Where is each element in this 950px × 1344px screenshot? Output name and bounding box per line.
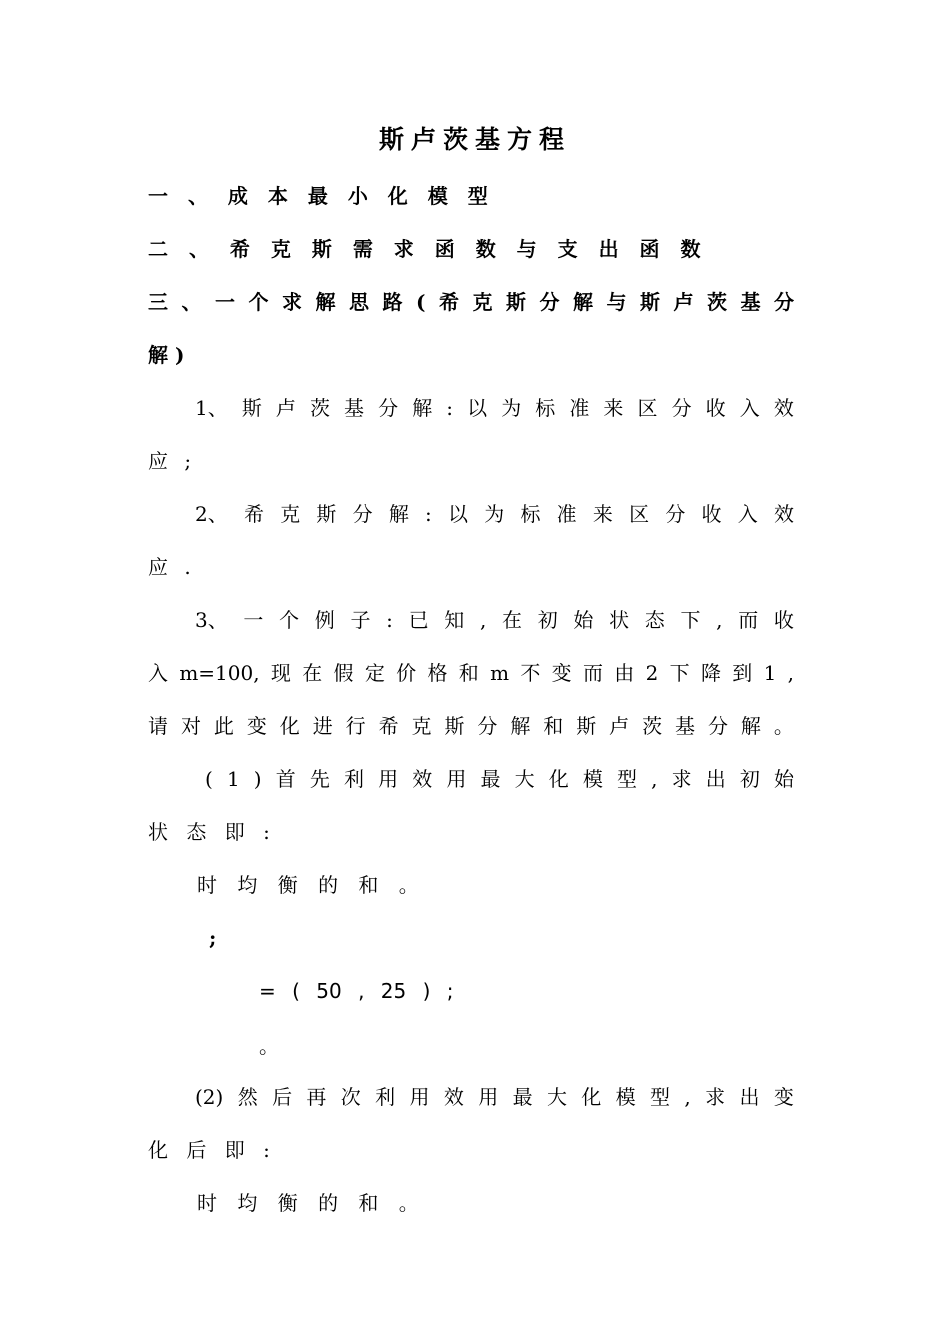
- line-token: 出: [705, 767, 726, 791]
- line-token: 基: [675, 714, 695, 738]
- line-token: 请: [148, 714, 168, 738]
- line-token: 例: [314, 608, 335, 632]
- line-token: 2: [645, 661, 659, 685]
- line-token: 化: [581, 1085, 602, 1109]
- line-token: 已: [408, 608, 429, 632]
- line-token: 和: [543, 714, 564, 738]
- line-token: m: [490, 661, 510, 685]
- line-token: 卢: [609, 714, 630, 738]
- line-token: 希: [438, 290, 459, 314]
- line-token: 斯: [241, 396, 262, 420]
- line-token: 与: [606, 290, 627, 314]
- paragraph-line: [195, 1087, 794, 1107]
- line-token: 3、: [195, 608, 228, 632]
- line-token: 行: [345, 714, 366, 738]
- line-token: 求: [671, 767, 692, 791]
- line-token: 分: [773, 290, 794, 314]
- line-token: 利: [375, 1085, 396, 1109]
- line-token: 求: [705, 1085, 726, 1109]
- line-token: 利: [343, 767, 364, 791]
- line-token: 模: [582, 767, 603, 791]
- line-token: 克: [472, 290, 493, 314]
- line-token: 、: [181, 290, 202, 314]
- line-token: 不: [520, 661, 541, 685]
- line-token: 一: [243, 608, 264, 632]
- line-token: 然: [237, 1085, 258, 1109]
- line-token: 效: [412, 767, 433, 791]
- paragraph-line: [195, 610, 794, 630]
- paragraph-line: 。: [259, 1034, 279, 1058]
- line-token: 准: [569, 396, 590, 420]
- line-token: 对: [180, 714, 201, 738]
- line-token: 降: [700, 661, 721, 685]
- line-token: 1: [763, 661, 777, 685]
- line-token: 区: [629, 502, 650, 526]
- line-token: 入: [737, 502, 758, 526]
- line-token: 出: [739, 1085, 760, 1109]
- line-token: 此: [213, 714, 234, 738]
- heading-3: [148, 292, 794, 312]
- paragraph-line: [195, 504, 794, 524]
- line-token: 1: [226, 767, 240, 791]
- line-token: 分: [477, 714, 498, 738]
- line-token: 始: [773, 767, 794, 791]
- line-token: (: [416, 290, 426, 314]
- line-token: ,: [479, 608, 487, 632]
- line-token: 用: [446, 767, 467, 791]
- line-token: 分: [539, 290, 560, 314]
- line-token: :: [446, 396, 454, 420]
- line-token: 求: [282, 290, 302, 314]
- line-token: 效: [773, 396, 794, 420]
- line-token: 大: [514, 767, 535, 791]
- line-token: 茨: [642, 714, 663, 738]
- line-token: 现: [270, 661, 291, 685]
- heading-1: 一 、 成 本 最 小 化 模 型: [148, 184, 488, 208]
- line-token: 以: [448, 502, 469, 526]
- line-token: 型: [650, 1085, 671, 1109]
- line-token: 型: [616, 767, 637, 791]
- line-token: 分: [378, 396, 399, 420]
- line-token: 用: [409, 1085, 430, 1109]
- line-token: 状: [609, 608, 630, 632]
- line-token: 个: [279, 608, 300, 632]
- paragraph-line: 应 .: [148, 555, 191, 579]
- line-token: 模: [615, 1085, 636, 1109]
- line-token: 分: [671, 396, 692, 420]
- line-token: 而: [738, 608, 759, 632]
- line-token: 为: [501, 396, 522, 420]
- line-token: 变: [773, 1085, 794, 1109]
- paragraph-line: 时 均 衡 的 和 。: [197, 1191, 419, 1215]
- line-token: 分: [352, 502, 373, 526]
- line-token: 格: [427, 661, 448, 685]
- paragraph-line: 状 态 即 :: [148, 820, 270, 844]
- line-token: 效: [443, 1085, 464, 1109]
- line-token: 定: [364, 661, 385, 685]
- line-token: 收: [701, 502, 722, 526]
- paragraph-line: 时 均 衡 的 和 。: [197, 873, 419, 897]
- line-token: ): [253, 767, 262, 791]
- line-token: 最: [480, 767, 501, 791]
- line-token: 一: [215, 290, 235, 314]
- heading-2: 二 、 希 克 斯 需 求 函 数 与 支 出 函 数: [148, 237, 701, 261]
- line-token: 为: [484, 502, 505, 526]
- line-token: 茨: [706, 290, 727, 314]
- line-token: 效: [773, 502, 794, 526]
- line-token: 解: [740, 714, 761, 738]
- line-token: 进: [312, 714, 333, 738]
- line-token: 分: [707, 714, 728, 738]
- heading-3-continued: 解 ): [148, 343, 185, 367]
- line-token: 三: [148, 290, 168, 314]
- line-token: 后: [272, 1085, 293, 1109]
- line-token: 和: [458, 661, 479, 685]
- line-token: 斯: [576, 714, 597, 738]
- line-token: 基: [740, 290, 761, 314]
- line-token: 始: [573, 608, 594, 632]
- line-token: 初: [739, 767, 760, 791]
- line-token: 化: [548, 767, 569, 791]
- line-token: 子: [350, 608, 371, 632]
- line-token: 斯: [316, 502, 337, 526]
- line-token: 个: [248, 290, 269, 314]
- line-token: 用: [378, 767, 399, 791]
- line-token: 解: [572, 290, 593, 314]
- line-token: :: [386, 608, 393, 632]
- line-token: 克: [280, 502, 301, 526]
- line-token: 区: [637, 396, 658, 420]
- line-token: 而: [582, 661, 603, 685]
- line-token: 知: [444, 608, 465, 632]
- paragraph-line: ;: [209, 926, 217, 950]
- line-token: 化: [279, 714, 300, 738]
- line-token: 最: [512, 1085, 533, 1109]
- paragraph-line: [205, 769, 794, 789]
- line-token: 解: [388, 502, 409, 526]
- line-token: :: [425, 502, 432, 526]
- line-token: 下: [669, 661, 690, 685]
- line-token: 基: [344, 396, 365, 420]
- line-token: (: [205, 767, 213, 791]
- line-token: 卢: [275, 396, 296, 420]
- line-token: ,: [651, 767, 658, 791]
- line-token: 卢: [673, 290, 694, 314]
- line-token: 入: [739, 396, 760, 420]
- paragraph-line: [195, 398, 794, 418]
- line-token: 希: [378, 714, 399, 738]
- line-token: 斯: [444, 714, 465, 738]
- line-token: 次: [340, 1085, 361, 1109]
- paragraph-line: 应 ;: [148, 449, 192, 473]
- line-token: 思: [349, 290, 369, 314]
- line-token: 首: [275, 767, 296, 791]
- line-token: 收: [705, 396, 726, 420]
- line-token: 变: [246, 714, 267, 738]
- line-token: 收: [773, 608, 794, 632]
- line-token: 解: [510, 714, 531, 738]
- line-token: 标: [535, 396, 556, 420]
- document-title: 斯卢茨基方程: [378, 125, 571, 154]
- line-token: 斯: [505, 290, 526, 314]
- line-token: 由: [614, 661, 635, 685]
- line-token: 到: [732, 661, 753, 685]
- line-token: 在: [302, 661, 323, 685]
- line-token: 解: [315, 290, 336, 314]
- line-token: 斯: [639, 290, 660, 314]
- line-token: 2、: [195, 502, 228, 526]
- line-token: 以: [467, 396, 488, 420]
- line-token: 来: [603, 396, 624, 420]
- line-token: 希: [243, 502, 264, 526]
- line-token: 假: [333, 661, 354, 685]
- line-token: 茨: [309, 396, 330, 420]
- line-token: 变: [551, 661, 572, 685]
- line-token: (2): [195, 1085, 224, 1109]
- line-token: 准: [556, 502, 577, 526]
- line-token: 分: [665, 502, 686, 526]
- equation-line: = ( 50 , 25 ) ;: [259, 979, 454, 1003]
- line-token: ,: [716, 608, 723, 632]
- paragraph-line: [148, 663, 794, 683]
- line-token: 先: [309, 767, 330, 791]
- line-token: ,: [684, 1085, 691, 1109]
- line-token: 用: [478, 1085, 499, 1109]
- line-token: 大: [546, 1085, 567, 1109]
- line-token: 克: [411, 714, 432, 738]
- line-token: 。: [773, 714, 794, 738]
- line-token: 路: [382, 290, 403, 314]
- line-token: 标: [520, 502, 541, 526]
- line-token: 1、: [195, 396, 228, 420]
- line-token: 初: [537, 608, 558, 632]
- paragraph-line: 化 后 即 :: [148, 1138, 270, 1162]
- line-token: 在: [502, 608, 523, 632]
- line-token: 态: [644, 608, 665, 632]
- line-token: 解: [412, 396, 433, 420]
- line-token: ,: [787, 661, 794, 685]
- line-token: 下: [680, 608, 701, 632]
- line-token: 入: [148, 661, 168, 685]
- line-token: m=100,: [179, 661, 260, 685]
- line-token: 价: [396, 661, 417, 685]
- paragraph-line: [148, 716, 794, 736]
- line-token: 再: [306, 1085, 327, 1109]
- line-token: 来: [592, 502, 613, 526]
